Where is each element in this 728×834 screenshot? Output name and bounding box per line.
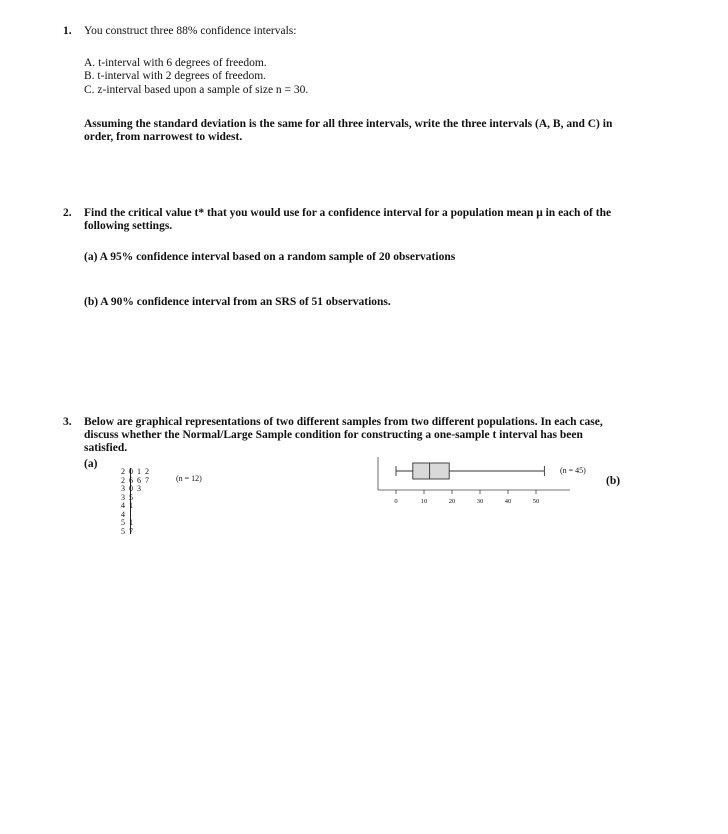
- stem-value: 4: [121, 509, 125, 519]
- leaf-values: 0 1 2: [129, 467, 150, 476]
- q1-option-c-text: z-interval based upon a sample of size n = 30.: [97, 84, 309, 96]
- q1-option-b: [84, 70, 266, 83]
- stem-value: 4: [121, 501, 125, 510]
- q1-option-a-text: t-interval with 6 degrees of freedom.: [98, 57, 267, 69]
- stem-value: 3: [121, 492, 125, 502]
- q3-label-a: (a): [84, 458, 98, 470]
- boxplot-tick-label: 10: [420, 498, 428, 505]
- leaf-values: 1: [129, 518, 134, 527]
- leaf-values: 1: [129, 501, 134, 510]
- q2-number: 2.: [63, 207, 72, 219]
- stem-value: 2: [121, 475, 125, 485]
- stemplot-sample-size: (n = 12): [176, 474, 202, 483]
- q2-prompt-line2: following settings.: [84, 220, 173, 232]
- stemplot-row: [117, 485, 142, 493]
- q2-prompt-line1: Find the critical value t* that you would use for a confidence interval for a population mean μ in each of the: [84, 207, 612, 219]
- stem-value: 3: [121, 484, 125, 493]
- q3-prompt-line3: satisfied.: [84, 442, 128, 454]
- stemplot-row: [117, 528, 134, 536]
- boxplot: [370, 455, 580, 517]
- q2-part-b: (b) A 90% confidence interval from an SRS of 51 observations.: [84, 296, 391, 308]
- leaf-values: 6 6 7: [129, 475, 150, 485]
- q3-prompt-line2: discuss whether the Normal/Large Sample condition for constructing a one-sample t interval has been: [84, 429, 583, 441]
- stemplot-row: [117, 519, 134, 527]
- stemplot-row: [117, 468, 150, 476]
- boxplot-box: [413, 463, 449, 479]
- leaf-values: 0 3: [129, 484, 142, 493]
- boxplot-tick-label: 30: [476, 498, 484, 505]
- stem-value: 2: [121, 467, 125, 476]
- boxplot-tick-label: 0: [394, 498, 398, 505]
- q1-option-b-label: B.: [84, 70, 95, 82]
- boxplot-tick-label: 20: [448, 498, 456, 505]
- q1-option-c-label: C.: [84, 84, 95, 96]
- q1-option-c: [84, 84, 308, 97]
- leaf-values: 7: [129, 526, 134, 536]
- boxplot-tick-label: 40: [504, 498, 512, 505]
- stemplot: [117, 468, 177, 538]
- stemplot-row: [117, 502, 134, 510]
- stem-value: 5: [121, 518, 125, 527]
- q3-prompt-line1: Below are graphical representations of two different samples from two different populations. In each case,: [84, 416, 603, 428]
- q2-part-a: (a) A 95% confidence interval based on a random sample of 20 observations: [84, 251, 456, 263]
- boxplot-tick-marks: [396, 490, 536, 494]
- q1-option-a: [84, 57, 267, 70]
- q3-label-b: (b): [606, 475, 621, 487]
- stem-value: 5: [121, 526, 125, 536]
- boxplot-sample-size: (n = 45): [560, 466, 586, 475]
- q1-prompt: You construct three 88% confidence intervals:: [84, 25, 297, 37]
- q3-number: 3.: [63, 416, 72, 428]
- leaf-values: 5: [129, 492, 134, 502]
- q1-instruction-line1: Assuming the standard deviation is the same for all three intervals, write the three intervals (A, B, and C) in: [84, 118, 613, 130]
- q1-number: 1.: [63, 25, 72, 37]
- q1-option-a-label: A.: [84, 57, 96, 69]
- q1-option-b-text: t-interval with 2 degrees of freedom.: [97, 70, 267, 82]
- boxplot-tick-label: 50: [532, 498, 540, 505]
- q1-instruction-line2: order, from narrowest to widest.: [84, 131, 243, 143]
